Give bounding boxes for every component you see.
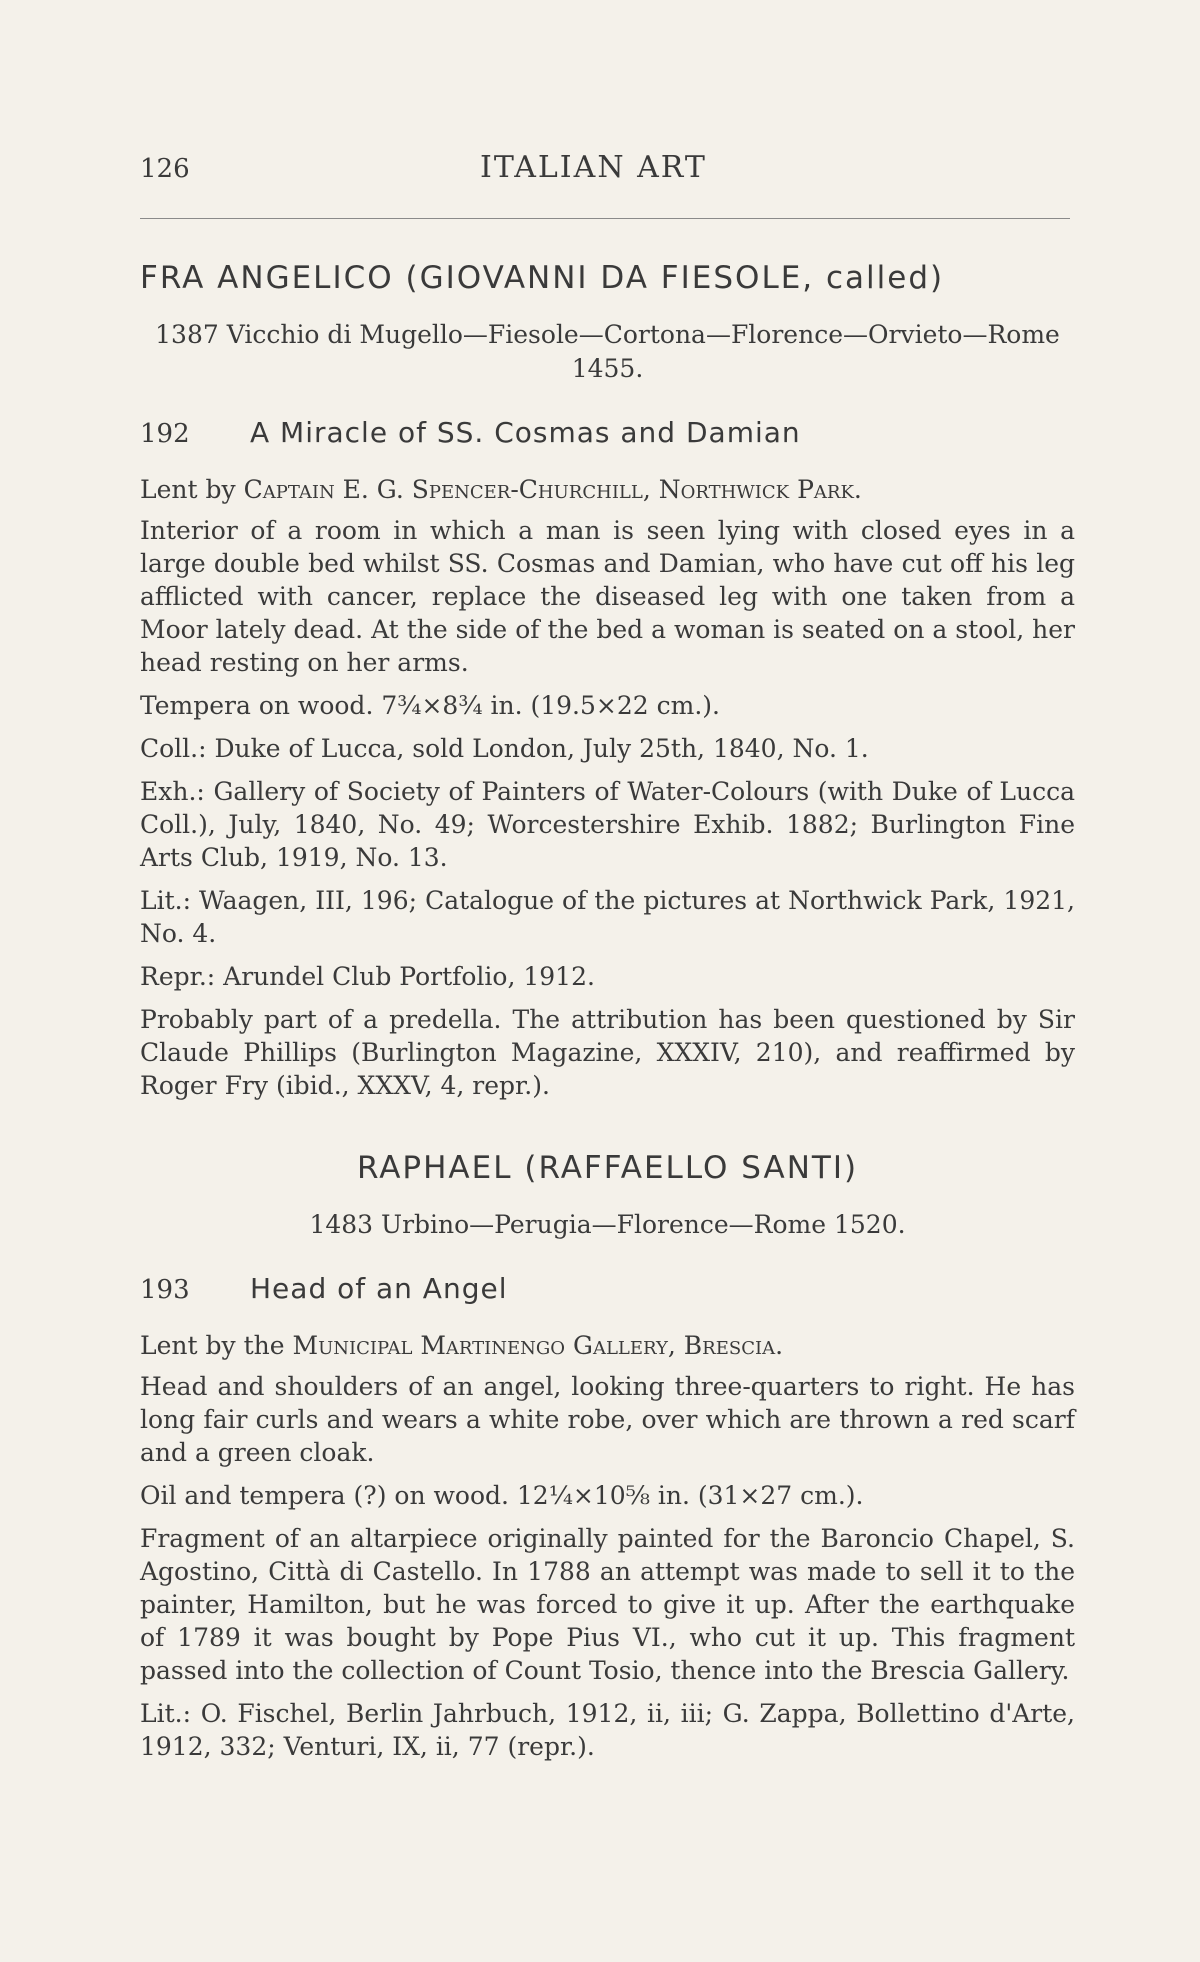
entry-collection: Coll.: Duke of Lucca, sold London, July 25th, 1840, No. 1. [140, 734, 869, 763]
entry-title: Head of an Angel [250, 1272, 508, 1305]
section-spacer [140, 1112, 1075, 1150]
entry-note: Fragment of an altarpiece originally painted for the Baroncio Chapel, S. Agostino, Città di Castello. In 1788 an attempt was made to sell it to the painter, Hamilton, but he was forced to give it up. After the earthquake of 1789 it was bought by Pope Pius VI., who cut it up. This fragment passed into the collection of Count Tosio, thence into the Brescia Gallery. [140, 1524, 1075, 1685]
entry-number: 192 [140, 419, 190, 449]
running-head [140, 150, 1070, 185]
artist-section-raphael [140, 1150, 1075, 1763]
artist-heading: FRA ANGELICO (GIOVANNI DA FIESOLE, called) [140, 260, 945, 296]
running-title: ITALIAN ART [480, 150, 707, 185]
entry-medium: Oil and tempera (?) on wood. 12¼×10⅝ in. (31×27 cm.). [140, 1481, 864, 1510]
entry-heading [140, 1272, 1075, 1305]
artist-dates: 1387 Vicchio di Mugello—Fiesole—Cortona—Florence—Orvieto—Rome 1455. [155, 320, 1060, 383]
entry-heading [140, 416, 1075, 449]
lender-line [140, 1329, 1075, 1362]
entry-description: Interior of a room in which a man is seen lying with closed eyes in a large double bed whilst SS. Cosmas and Damian, who have cut off his leg afflicted with cancer, replace the diseased leg with one taken from a Moor lately dead. At the side of the bed a woman is seated on a stool, her head resting on her arms. [140, 516, 1075, 677]
entry-description: Head and shoulders of an angel, looking three-quarters to right. He has long fair curls and wears a white robe, over which are thrown a red scarf and a green cloak. [140, 1372, 1075, 1467]
entry-exhibitions: Exh.: Gallery of Society of Painters of Water-Colours (with Duke of Lucca Coll.), July, 1840, No. 49; Worcestershire Exhib. 1882; Burlington Fine Arts Club, 1919, No. 13. [140, 777, 1075, 872]
page-number: 126 [140, 154, 190, 184]
lender-name: Municipal Martinengo Gallery, Brescia. [292, 1331, 784, 1360]
lender-name: Captain E. G. Spencer-Churchill, Northwick Park. [243, 475, 862, 504]
artist-section-fra-angelico [140, 260, 1075, 1102]
artist-dates: 1483 Urbino—Perugia—Florence—Rome 1520. [309, 1210, 906, 1239]
entry-medium: Tempera on wood. 7¾×8¾ in. (19.5×22 cm.). [140, 691, 720, 720]
lender-prefix: Lent by the [140, 1331, 293, 1360]
entry-number: 193 [140, 1275, 190, 1305]
entry-reproduction: Repr.: Arundel Club Portfolio, 1912. [140, 962, 595, 991]
lender-line [140, 473, 1075, 506]
entry-title: A Miracle of SS. Cosmas and Damian [250, 416, 801, 449]
header-rule [140, 218, 1070, 219]
lender-prefix: Lent by [140, 475, 244, 504]
entry-literature: Lit.: O. Fischel, Berlin Jahrbuch, 1912, ii, iii; G. Zappa, Bollettino d'Arte, 1912, 332; Venturi, IX, ii, 77 (repr.). [140, 1699, 1075, 1761]
entry-literature: Lit.: Waagen, III, 196; Catalogue of the pictures at Northwick Park, 1921, No. 4. [140, 886, 1075, 948]
entry-note: Probably part of a predella. The attribution has been questioned by Sir Claude Phillips (Burlington Magazine, XXXIV, 210), and reaffirmed by Roger Fry (ibid., XXXV, 4, repr.). [140, 1005, 1075, 1100]
page-content [140, 260, 1075, 1773]
artist-heading: RAPHAEL (RAFFAELLO SANTI) [356, 1150, 859, 1186]
